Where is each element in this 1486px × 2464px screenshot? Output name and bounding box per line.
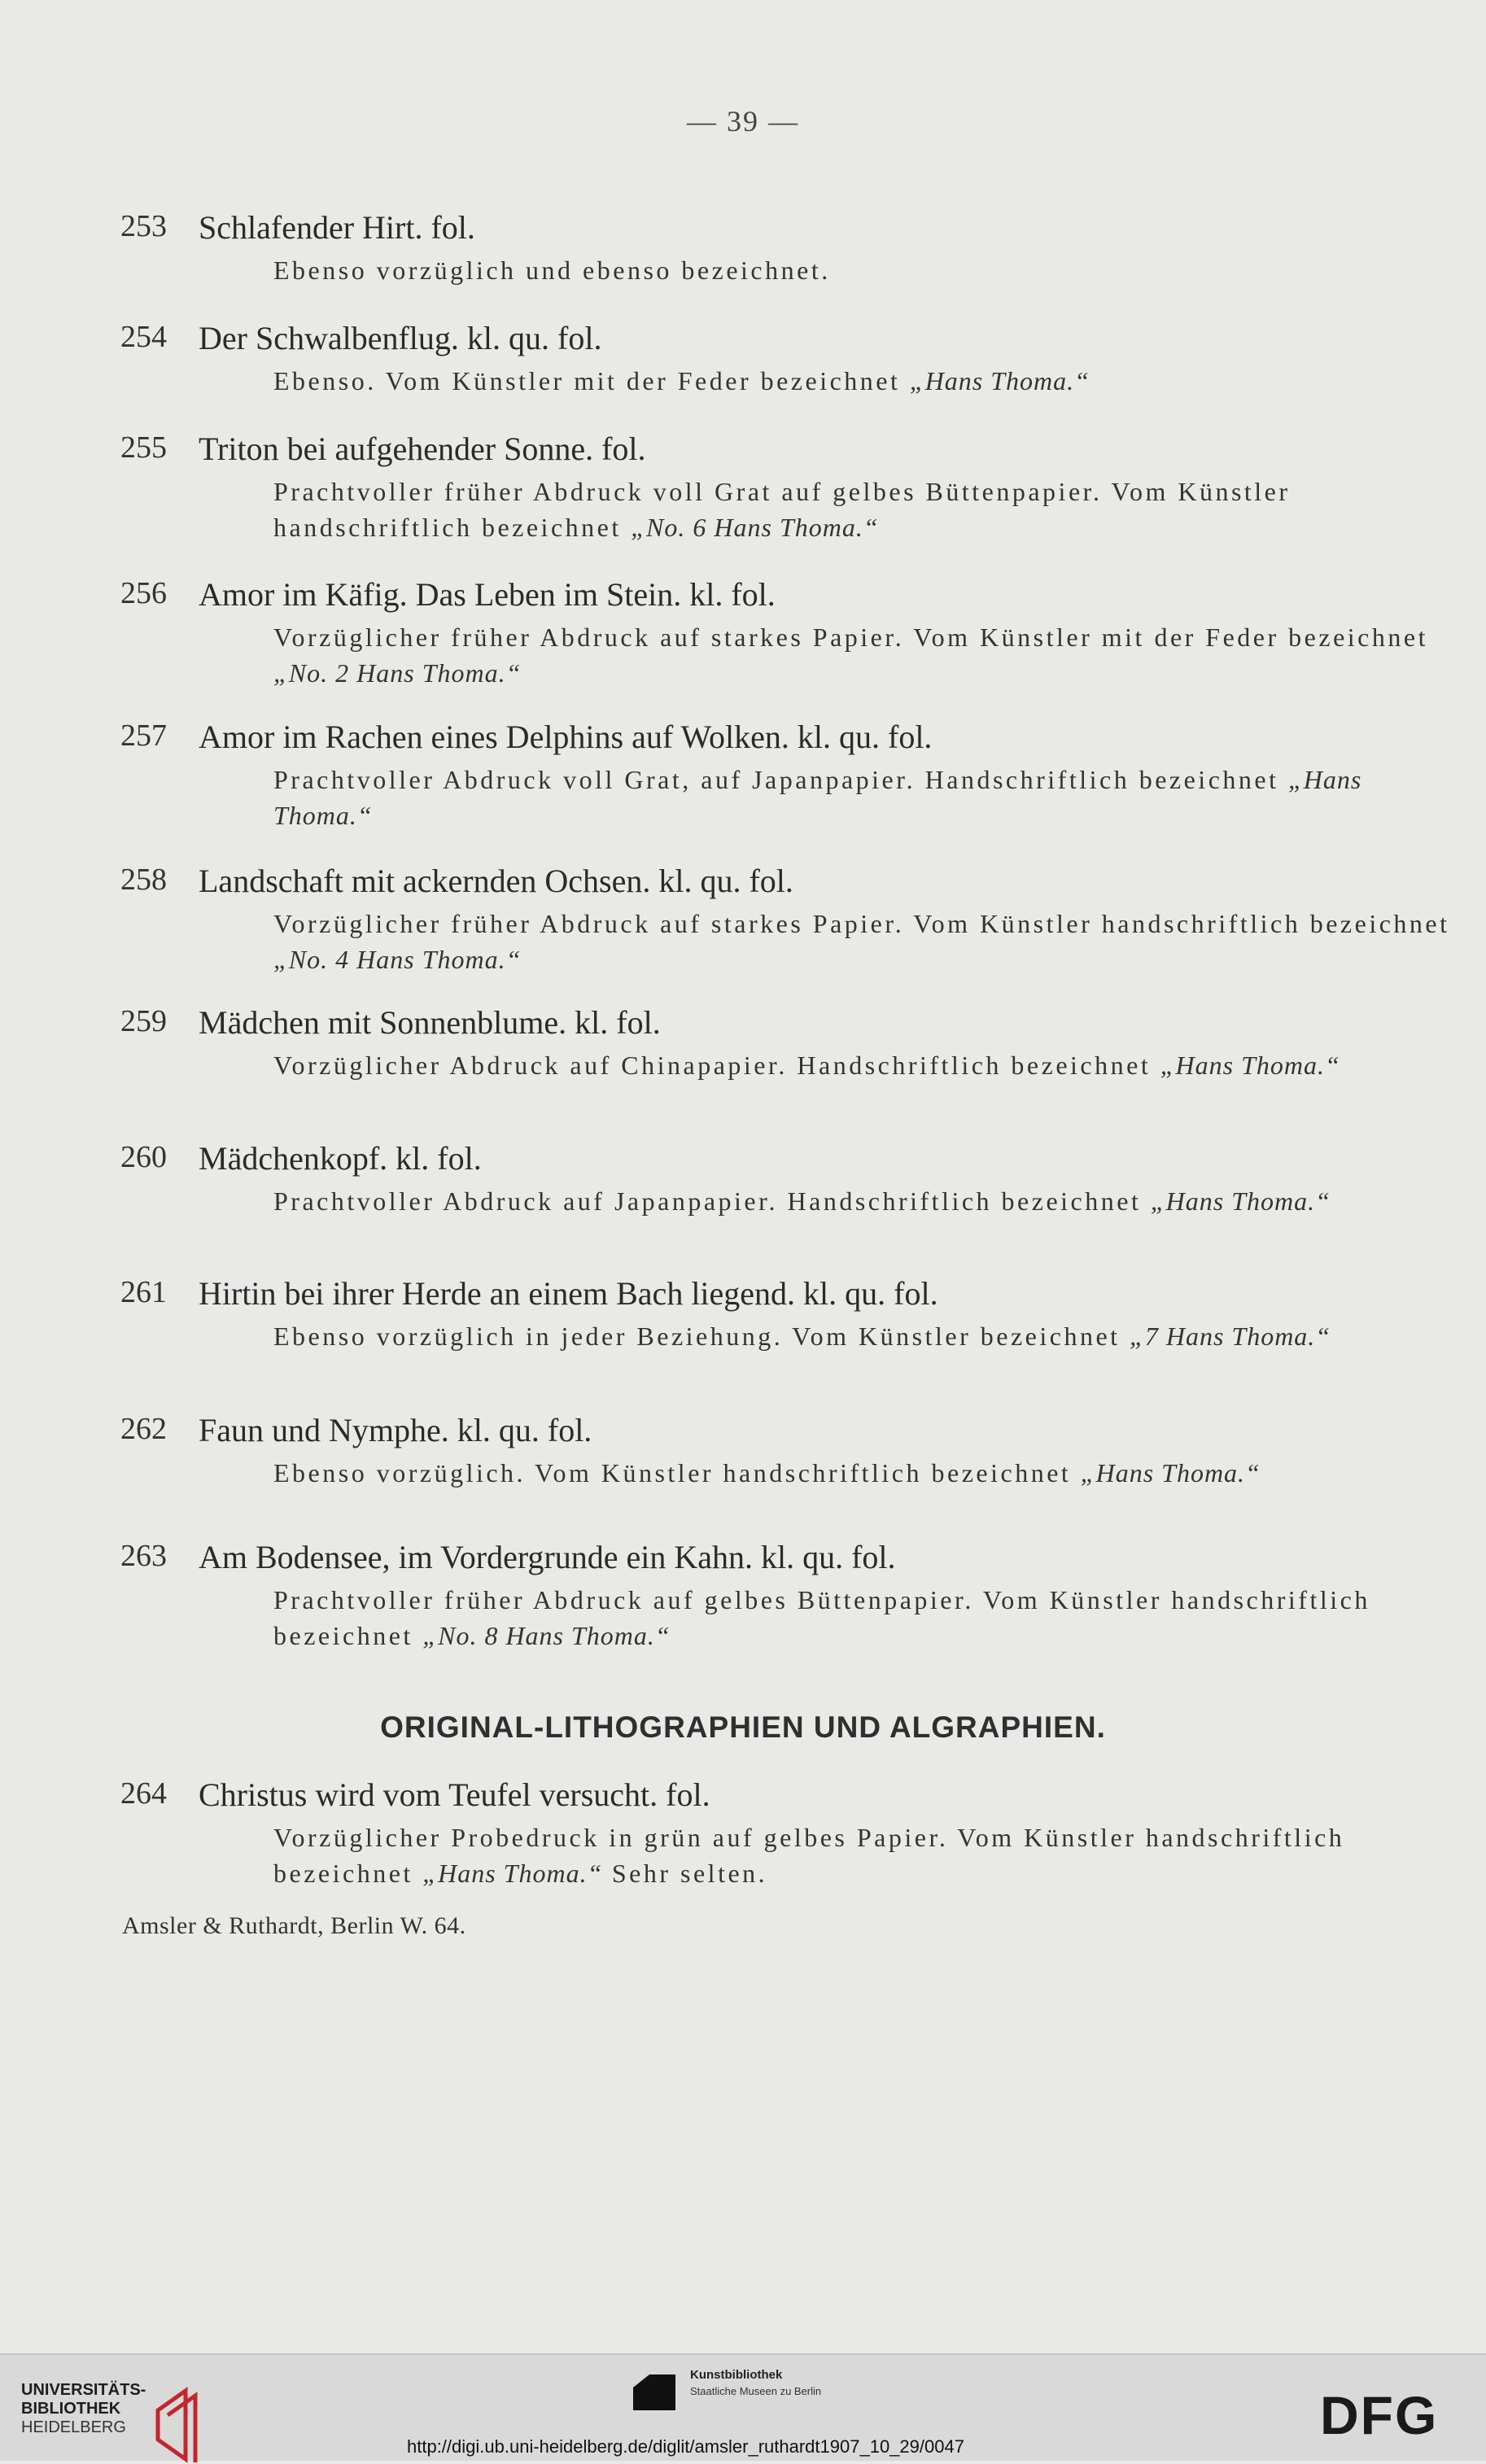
- description-text: Prachtvoller früher Abdruck voll Grat auf gelbes Büttenpapier. Vom Künstler handschriftlich bezeichnet: [273, 477, 1291, 542]
- entry-title: Landschaft mit ackernden Ochsen. kl. qu. fol.: [199, 863, 793, 899]
- entry-title: Am Bodensee, im Vordergrunde ein Kahn. kl. qu. fol.: [199, 1539, 896, 1575]
- ub-logo-line: UNIVERSITÄTS-: [21, 2381, 146, 2399]
- entry-title: Amor im Rachen eines Delphins auf Wolken. kl. qu. fol.: [199, 719, 933, 755]
- dfg-logo[interactable]: DFG: [1320, 2385, 1439, 2445]
- entry-number: 259: [120, 1004, 167, 1038]
- signature-text: „Hans Thoma.“: [909, 366, 1090, 395]
- entry-description: [273, 1183, 1466, 1219]
- entry-number: 255: [120, 430, 167, 465]
- entry-description: [273, 906, 1466, 977]
- description-text: Vorzüglicher Abdruck auf Chinapapier. Handschriftlich bezeichnet: [273, 1051, 1160, 1080]
- signature-text: „Hans Thoma.“: [273, 765, 1362, 830]
- description-text: Vorzüglicher Probedruck in grün auf gelbes Papier. Vom Künstler handschriftlich bezeichnet: [273, 1823, 1345, 1888]
- ub-heidelberg-logo[interactable]: [21, 2381, 146, 2437]
- page-number: — 39 —: [687, 105, 799, 138]
- description-note: Sehr selten.: [602, 1859, 768, 1888]
- entry-description: [273, 1582, 1466, 1654]
- description-text: Vorzüglicher früher Abdruck auf starkes Papier. Vom Künstler mit der Feder bezeichnet: [273, 623, 1428, 652]
- entry-number: 257: [120, 719, 167, 753]
- description-text: Ebenso vorzüglich in jeder Beziehung. Vom Künstler bezeichnet: [273, 1322, 1130, 1351]
- viewer-footer: [0, 2353, 1486, 2461]
- entry-title: Amor im Käfig. Das Leben im Stein. kl. fol.: [199, 576, 776, 613]
- entry-description: [273, 1820, 1466, 1891]
- ub-logo-line: HEIDELBERG: [21, 2418, 126, 2436]
- signature-text: „No. 8 Hans Thoma.“: [422, 1621, 671, 1650]
- entry-description: [273, 619, 1466, 691]
- entry-number: 263: [120, 1539, 167, 1573]
- signature-text: „No. 4 Hans Thoma.“: [273, 945, 522, 974]
- entry-description: [273, 1455, 1466, 1491]
- entry-number: 261: [120, 1275, 167, 1309]
- entry-title: Faun und Nymphe. kl. qu. fol.: [199, 1412, 592, 1448]
- entry-description: [273, 474, 1466, 545]
- entry-title: Triton bei aufgehender Sonne. fol.: [199, 430, 646, 467]
- signature-text: „Hans Thoma.“: [422, 1859, 603, 1888]
- entry-title: Mädchenkopf. kl. fol.: [199, 1140, 482, 1177]
- entry-description: [273, 762, 1466, 833]
- ub-logo-line: BIBLIOTHEK: [21, 2400, 121, 2418]
- permalink-url[interactable]: http://digi.ub.uni-heidelberg.de/diglit/amsler_ruthardt1907_10_29/0047: [407, 2436, 964, 2457]
- description-text: Ebenso. Vom Künstler mit der Feder bezeichnet: [273, 366, 910, 395]
- entry-number: 253: [120, 209, 167, 243]
- kunstbibliothek-subtitle: Staatliche Museen zu Berlin: [690, 2385, 822, 2397]
- signature-text: „Hans Thoma.“: [1150, 1186, 1331, 1216]
- description-text: Prachtvoller früher Abdruck auf gelbes Büttenpapier. Vom Künstler handschriftlich bezeichnet: [273, 1585, 1370, 1650]
- entry-number: 260: [120, 1140, 167, 1174]
- description-text: Vorzüglicher früher Abdruck auf starkes Papier. Vom Künstler handschriftlich bezeichnet: [273, 909, 1450, 938]
- entry-description: [273, 1318, 1466, 1354]
- signature-text: „7 Hans Thoma.“: [1130, 1322, 1331, 1351]
- printer-imprint: Amsler & Ruthardt, Berlin W. 64.: [122, 1912, 466, 1939]
- entry-title: Der Schwalbenflug. kl. qu. fol.: [199, 320, 602, 356]
- description-text: Prachtvoller Abdruck auf Japanpapier. Handschriftlich bezeichnet: [273, 1186, 1151, 1216]
- ub-emblem-icon: [151, 2386, 205, 2464]
- entry-number: 262: [120, 1412, 167, 1446]
- description-text: Ebenso vorzüglich. Vom Künstler handschriftlich bezeichnet: [273, 1458, 1081, 1488]
- signature-text: „Hans Thoma.“: [1160, 1051, 1340, 1080]
- entry-number: 254: [120, 320, 167, 354]
- entry-number: 258: [120, 863, 167, 897]
- entry-title: Christus wird vom Teufel versucht. fol.: [199, 1776, 710, 1813]
- kunstbibliothek-name: Kunstbibliothek: [690, 2368, 783, 2382]
- entry-title: Hirtin bei ihrer Herde an einem Bach liegend. kl. qu. fol.: [199, 1275, 938, 1312]
- entry-description: [273, 1047, 1466, 1083]
- entry-number: 256: [120, 576, 167, 610]
- entry-description: Ebenso vorzüglich und ebenso bezeichnet.: [273, 256, 831, 285]
- kunstbibliothek-emblem-icon: [633, 2374, 675, 2410]
- entry-title: Mädchen mit Sonnenblume. kl. fol.: [199, 1004, 661, 1041]
- signature-text: „Hans Thoma.“: [1080, 1458, 1261, 1488]
- entry-number: 264: [120, 1776, 167, 1811]
- entry-description: [273, 363, 1466, 399]
- description-text: Prachtvoller Abdruck voll Grat, auf Japanpapier. Handschriftlich bezeichnet: [273, 765, 1288, 794]
- signature-text: „No. 2 Hans Thoma.“: [273, 658, 522, 688]
- signature-text: „No. 6 Hans Thoma.“: [631, 513, 879, 542]
- section-heading: ORIGINAL-LITHOGRAPHIEN UND ALGRAPHIEN.: [380, 1710, 1106, 1744]
- entry-title: Schlafender Hirt. fol.: [199, 209, 475, 246]
